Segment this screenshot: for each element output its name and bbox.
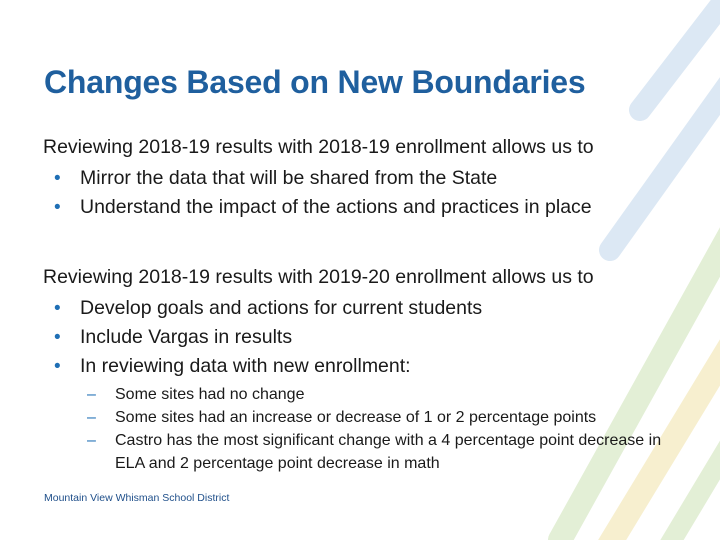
sub-bullet-text: Castro has the most significant change with a 4 percentage point decrease in ELA and 2 percentage point decrease in math [115, 432, 662, 472]
sub-bullet-item [43, 383, 675, 406]
bullet-text: Develop goals and actions for current students [80, 297, 483, 319]
bullet-text: Mirror the data that will be shared from the State [80, 167, 498, 189]
bullet-text: In reviewing data with new enrollment: [80, 355, 411, 377]
bullet-text: Include Vargas in results [80, 326, 293, 348]
bullet-item [43, 164, 594, 193]
bullet-item [43, 193, 594, 222]
dash-icon: – [87, 386, 96, 403]
sub-bullet-item [43, 429, 675, 475]
bullet-icon: • [54, 356, 61, 377]
bullet-item [43, 323, 675, 352]
bullet-icon: • [54, 298, 61, 319]
bullet-icon: • [54, 168, 61, 189]
bullet-item [43, 352, 675, 381]
section-state-results [43, 134, 594, 222]
sub-bullet-text: Some sites had an increase or decrease of 1 or 2 percentage points [115, 409, 597, 426]
bullet-item [43, 294, 675, 323]
bullet-icon: • [54, 327, 61, 348]
bullet-text: Understand the impact of the actions and practices in place [80, 196, 592, 218]
section-new-enrollment [43, 264, 675, 475]
dash-icon: – [87, 409, 96, 426]
footer-district-name: Mountain View Whisman School District [44, 492, 230, 504]
sub-bullet-text: Some sites had no change [115, 386, 305, 403]
stripe-blue-2 [610, 40, 720, 250]
section-lead: Reviewing 2018-19 results with 2019-20 enrollment allows us to [43, 266, 594, 288]
bullet-icon: • [54, 197, 61, 218]
section-lead: Reviewing 2018-19 results with 2018-19 enrollment allows us to [43, 136, 594, 158]
sub-bullet-list [43, 383, 675, 475]
sub-bullet-item [43, 406, 675, 429]
slide-title: Changes Based on New Boundaries [44, 64, 586, 100]
stripe-blue [640, 0, 720, 110]
dash-icon: – [87, 432, 96, 449]
bullet-list [43, 164, 594, 222]
bullet-list [43, 294, 675, 381]
